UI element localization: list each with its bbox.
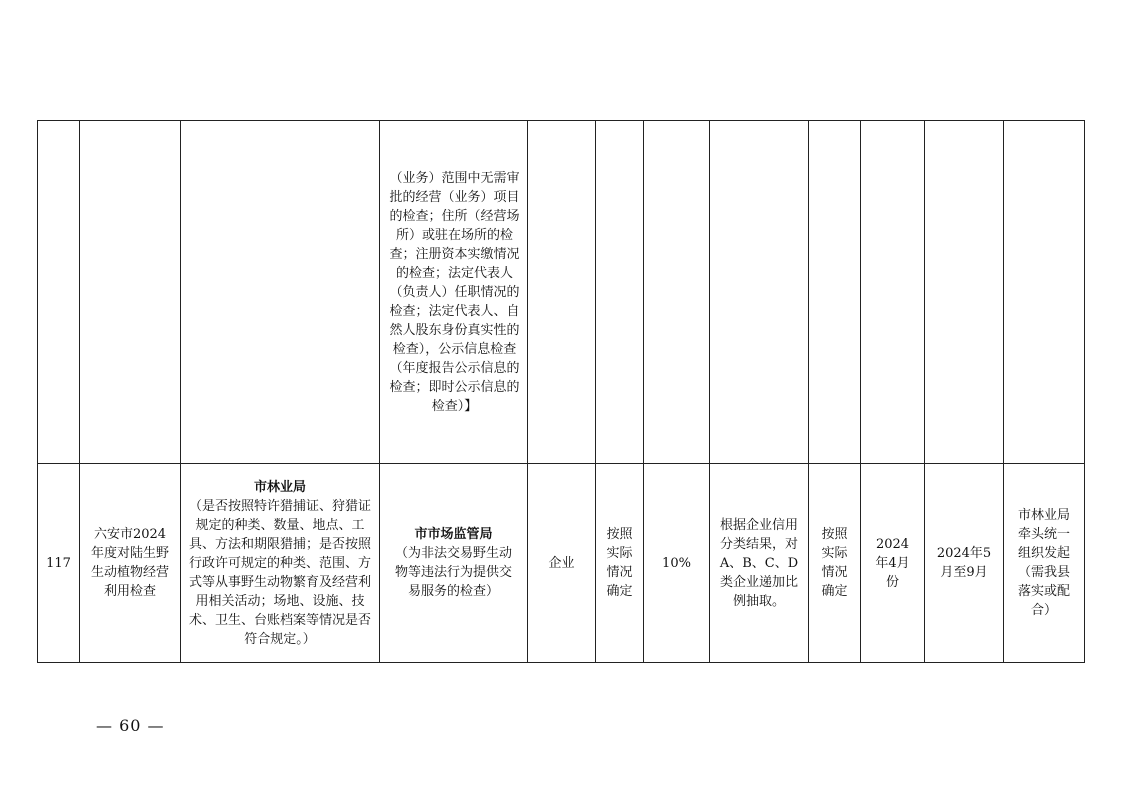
cell-name (80, 121, 181, 464)
cell-start: 2024年4月份 (861, 464, 925, 663)
cell-lead-dept (181, 464, 380, 663)
cell-period (925, 121, 1004, 464)
cell-start (861, 121, 925, 464)
cell-method (710, 121, 809, 464)
cell-note: 市林业局牵头统一组织发起（需我县落实或配合） (1004, 464, 1085, 663)
lead-dept: 市林业局 (253, 479, 306, 495)
table-row (38, 121, 1085, 464)
cell-ratio: 10% (644, 464, 710, 663)
cell-object (528, 121, 596, 464)
cell-count (596, 121, 644, 464)
cell-joint-dept (380, 464, 528, 663)
page-number: — 60 — (96, 716, 165, 735)
joint-dept-content: （业务）范围中无需审批的经营（业务）项目的检查；住所（经营场所）或驻在场所的检查；注册资本实缴情况的检查；法定代表人（负责人）任职情况的检查；法定代表人、自然人股东身份真实性的检查），公示信息检查（年度报告公示信息的检查；即时公示信息的检查）】 (389, 170, 520, 414)
cell-no (38, 121, 80, 464)
joint-dept: 市市场监管局 (414, 527, 493, 542)
inspection-table (37, 120, 1085, 663)
table-row (38, 464, 1085, 663)
cell-object: 企业 (528, 464, 596, 663)
cell-method: 根据企业信用分类结果，对A、B、C、D类企业递加比例抽取。 (710, 464, 809, 663)
cell-joint-dept (380, 121, 528, 464)
cell-period: 2024年5月至9月 (925, 464, 1004, 663)
joint-dept-content: （为非法交易野生动物等违法行为提供交易服务的检查） (394, 546, 512, 599)
lead-dept-content: （是否按照特许猎捕证、狩猎证规定的种类、数量、地点、工具、方法和期限猎捕；是否按照行政许可规定的种类、范围、方式等从事野生动物繁育及经营利用相关活动；场地、设施、技术、卫生、台账档案等情况是否符合规定。） (188, 498, 371, 647)
cell-freq (809, 121, 861, 464)
cell-note (1004, 121, 1085, 464)
cell-no: 117 (38, 464, 80, 663)
cell-count: 按照实际情况确定 (596, 464, 644, 663)
cell-name: 六安市2024年度对陆生野生动植物经营利用检查 (80, 464, 181, 663)
cell-freq: 按照实际情况确定 (809, 464, 861, 663)
cell-ratio (644, 121, 710, 464)
cell-lead-dept (181, 121, 380, 464)
